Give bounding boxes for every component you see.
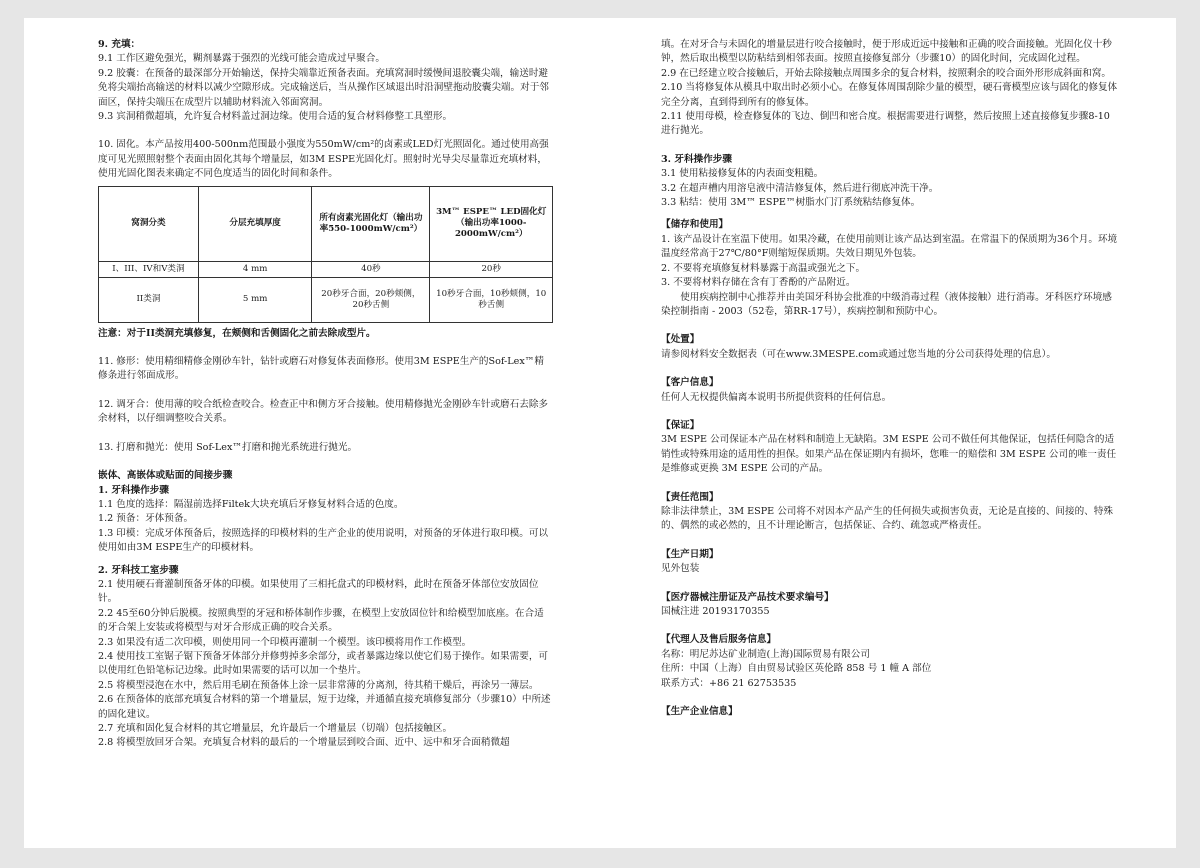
disposal-heading: 【处置】 bbox=[661, 334, 700, 346]
indirect-steps-heading: 嵌体、高嵌体或贴面的间接步骤 bbox=[98, 470, 233, 482]
left-column bbox=[98, 38, 553, 751]
section-11-finishing: 11. 修形：使用精细精修金刚砂车针，钻针或磨石对修复体表面修形。使用3M ESPE生产的Sof-Lex™精修条进行邻面成形。 bbox=[98, 356, 544, 382]
table-cell: 40秒 bbox=[312, 261, 430, 277]
liability-text: 除非法律禁止，3M ESPE 公司将不对因本产品产生的任何损失或损害负责，无论是直接的、间接的、特殊的、偶然的或必然的，且不计理论断言，包括保证、合约、疏忽或严格责任。 bbox=[661, 505, 1113, 532]
table-row bbox=[99, 261, 553, 277]
section-12-occlusion: 12. 调牙合：使用薄的咬合纸检查咬合。检查正中和侧方牙合接触。使用精修抛光金刚砂车针或磨石去除多余材料，以仔细调整咬合关系。 bbox=[98, 398, 549, 425]
customer-info-text: 任何人无权提供偏离本说明书所提供资料的任何信息。 bbox=[661, 391, 892, 403]
table-note: 注意：对于II类洞充填修复，在颊侧和舌侧固化之前去除成型片。 bbox=[98, 327, 376, 339]
step-3-heading: 3. 牙科操作步骤 bbox=[661, 153, 732, 165]
step-2-9: 2.9 在已经建立咬合接触后，开始去除接触点周围多余的复合材料，按照剩余的咬合面外形形成斜面和窝。 bbox=[661, 67, 1112, 79]
step-3-2: 3.2 在超声槽内用溶皂液中清洁修复体，然后进行彻底冲洗干净。 bbox=[661, 182, 939, 194]
paragraph-9-1: 9.1 工作区避免强光，糊剂暴露于强烈的光线可能会造成过早聚合。 bbox=[98, 53, 385, 65]
paragraph-9-3: 9.3 宾洞稍微超填，允许复合材料盖过洞边缘。使用合适的复合材料修整工具塑形。 bbox=[98, 111, 453, 123]
registration-number: 国械注进 20193170355 bbox=[661, 606, 770, 617]
disinfection-text: 使用疾病控制中心推荐并由美国牙科协会批准的中级消毒过程（液体接触）进行消毒。牙科医疗环境感染控制指南 - 2003（52卷，第RR-17号），疾病控制和预防中心。 bbox=[661, 291, 1112, 317]
table-header-halogen-lamp: 所有卤素光固化灯（输出功率550-1000mW/cm²） bbox=[312, 186, 430, 261]
step-1-3: 1.3 印模：完成牙体预备后，按照选择的印模材料的生产企业的使用说明，对预备的牙体进行取印模。可以使用如由3M ESPE生产的印模材料。 bbox=[98, 527, 549, 554]
step-2-3: 2.3 如果没有适二次印模，则使用同一个印模再灌制一个模型。该印模将用作工作模型。 bbox=[98, 636, 472, 648]
liability-heading: 【责任范围】 bbox=[661, 491, 719, 503]
step-1-2: 1.2 预备：牙体预备。 bbox=[98, 513, 194, 525]
table-row bbox=[99, 277, 553, 322]
step-2-4: 2.4 使用技工室锯子锯下预备牙体部分并修剪掉多余部分，或者暴露边缘以使它们易于操作。如果需要，可以使用红色铅笔标记边缘。此时如果需要的话可以加一个垫片。 bbox=[98, 650, 549, 677]
table-cell: 10秒牙合面，10秒颊侧，10秒舌侧 bbox=[430, 277, 553, 322]
agent-phone: 联系方式：+86 21 62753535 bbox=[661, 677, 797, 689]
storage-item-3: 3. 不要将材料存储在含有丁香酚的产品附近。 bbox=[661, 277, 856, 289]
step-1-1: 1.1 色度的选择：隔湿前选择Filtek大块充填后牙修复材料合适的色度。 bbox=[98, 498, 404, 510]
table-cell: II类洞 bbox=[99, 277, 199, 322]
table-cell: 20秒牙合面，20秒颊侧，20秒舌侧 bbox=[312, 277, 430, 322]
step-2-5: 2.5 将模型浸泡在水中，然后用毛刷在预备体上涂一层非常薄的分离剂，待其稍干燥后，再涂另一薄层。 bbox=[98, 679, 539, 691]
production-date-heading: 【生产日期】 bbox=[661, 548, 719, 560]
step-2-2: 2.2 45至60分钟后脱模。按照典型的牙冠和桥体制作步骤，在模型上安放固位针和给模型加底座。在合适的牙合架上安装或将模型与对牙合形成正确的咬合关系。 bbox=[98, 607, 544, 634]
warranty-heading: 【保证】 bbox=[661, 419, 700, 431]
warranty-text: 3M ESPE 公司保证本产品在材料和制造上无缺陷。3M ESPE 公司不做任何其他保证，包括任何隐含的适销性或特殊用途的适用性的担保。如果产品在保证期内有损坏，您唯一的赔偿和 3M ESPE 公司的唯一责任是维修或更换 3M ESPE 公司的产品。 bbox=[661, 434, 1117, 475]
step-2-11: 2.11 使用母模，检查修复体的飞边、倒凹和密合度。根据需要进行调整，然后按照上述直接修复步骤8-10进行抛光。 bbox=[661, 111, 1110, 137]
customer-info-heading: 【客户信息】 bbox=[661, 377, 719, 389]
step-2-10: 2.10 当将修复体从模具中取出时必须小心。在修复体周围刮除少量的模型，硬石膏模型应该与固化的修复体完全分离，直到得到所有的修复体。 bbox=[661, 82, 1118, 108]
agent-heading: 【代理人及售后服务信息】 bbox=[661, 634, 777, 646]
step-3-1: 3.1 使用粘接修复体的内表面变粗糙。 bbox=[661, 168, 824, 180]
step-2-6: 2.6 在预备体的底部充填复合材料的第一个增量层，短于边缘，并通循直接充填修复部分（步骤10）中所述的固化建议。 bbox=[98, 694, 551, 720]
step-2-8: 2.8 将模型放回牙合架。充填复合材料的最后的一个增量层到咬合面、近中、远中和牙合面稍微超 bbox=[98, 737, 510, 749]
storage-item-1: 1. 该产品设计在室温下使用。如果冷藏，在使用前则让该产品达到室温。在常温下的保质期为36个月。环境温度经常高于27℃/80°F则缩短保质期。失效日期见外包装。 bbox=[661, 233, 1118, 260]
agent-address: 住所：中国（上海）自由贸易试验区英伦路 858 号 1 幢 A 部位 bbox=[661, 663, 932, 675]
document-page bbox=[24, 18, 1176, 848]
table-header-row bbox=[99, 186, 553, 261]
agent-name: 名称：明尼苏达矿业制造(上海)国际贸易有限公司 bbox=[661, 648, 870, 660]
table-header-layer-thickness: 分层充填厚度 bbox=[198, 186, 312, 261]
step-2-8-continued: 填。在对牙合与未固化的增量层进行咬合接触时，便于形成近远中接触和正确的咬合面接触。光固化仪十秒钟，然后取出模型以防粘结到相邻表面。按照直接修复部分（步骤10）的固化时间，完成固化过程。 bbox=[661, 39, 1112, 65]
paragraph-9-2: 9.2 胶囊：在预备的最深部分开始输送，保持尖端靠近预备表面。充填窝洞时缓慢间退胶囊尖端，输送时避免将尖端抬高输送的材料以减少空隙形成。完成输送后，当从操作区域退出时沿洞壁拖动胶囊尖端。对于邻面区，保持尖端压在成型片以辅助材料流入邻面窝洞。 bbox=[98, 67, 549, 108]
step-3-3: 3.3 粘结：使用 3M™ ESPE™树脂水门汀系统粘结修复体。 bbox=[661, 197, 921, 209]
step-2-1: 2.1 使用硬石膏灌制预备牙体的印模。如果使用了三相托盘式的印模材料，此时在预备牙体部位安放固位针。 bbox=[98, 578, 539, 605]
manufacturer-heading: 【生产企业信息】 bbox=[661, 706, 738, 718]
table-cell: 4 mm bbox=[198, 261, 312, 277]
disposal-text: 请参阅材料安全数据表（可在www.3MESPE.com或通过您当地的分公司获得处理的信息）。 bbox=[661, 348, 1057, 360]
storage-item-2: 2. 不要将充填修复材料暴露于高温或强光之下。 bbox=[661, 262, 866, 274]
table-cell: 20秒 bbox=[430, 261, 553, 277]
production-date-text: 见外包装 bbox=[661, 563, 700, 575]
section-9-heading: 9. 充填： bbox=[98, 39, 141, 50]
storage-heading: 【储存和使用】 bbox=[661, 219, 729, 231]
table-header-cavity-class: 窝洞分类 bbox=[99, 186, 199, 261]
right-column bbox=[661, 38, 1119, 719]
registration-heading: 【医疗器械注册证及产品技术要求编号】 bbox=[661, 591, 834, 603]
step-2-7: 2.7 充填和固化复合材料的其它增量层，允许最后一个增量层（切端）包括接触区。 bbox=[98, 723, 453, 734]
table-header-led-lamp: 3M™ ESPE™ LED固化灯（输出功率1000-2000mW/cm²） bbox=[430, 186, 553, 261]
section-13-polishing: 13. 打磨和抛光：使用 Sof-Lex™打磨和抛光系统进行抛光。 bbox=[98, 441, 358, 453]
step-1-heading: 1. 牙科操作步骤 bbox=[98, 484, 169, 496]
section-10-curing: 10. 固化。本产品按用400-500nm范围最小强度为550mW/cm²的卤素或LED灯光照固化。通过使用高强度可见光照照射整个表面由固化其每个增量层，如3M ESPE光固化灯。照射时光导尖尽量靠近充填材料，使用光固化图表来确定不同色度适当的固化时间和条件。 bbox=[98, 139, 549, 180]
table-cell: I、III、IV和V类洞 bbox=[99, 261, 199, 277]
step-2-heading: 2. 牙科技工室步骤 bbox=[98, 564, 179, 576]
curing-table bbox=[98, 186, 553, 323]
table-cell: 5 mm bbox=[198, 277, 312, 322]
